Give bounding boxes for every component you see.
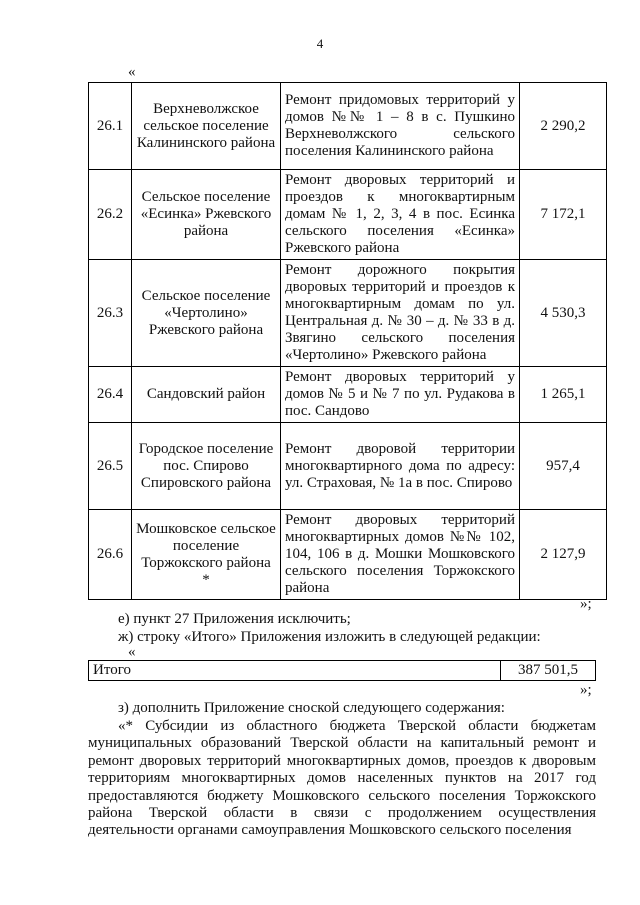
opening-quote: « xyxy=(128,644,136,660)
amount-cell: 2 127,9 xyxy=(520,510,607,600)
total-amount: 387 501,5 xyxy=(501,661,596,681)
table-row xyxy=(89,423,607,510)
description-cell: Ремонт дворовых территорий многоквартирных домов №№ 102, 104, 106 в д. Мошки Мошковского сельского поселения Торжокского района xyxy=(281,510,520,600)
total-label: Итого xyxy=(89,661,501,681)
total-row xyxy=(89,661,596,681)
row-number: 26.4 xyxy=(89,367,132,423)
total-table xyxy=(88,660,596,681)
amount-cell: 957,4 xyxy=(520,423,607,510)
page-number: 4 xyxy=(316,36,324,51)
closing-quote: »; xyxy=(580,682,592,698)
table-row xyxy=(89,260,607,367)
table-row xyxy=(89,367,607,423)
footnote-text xyxy=(88,718,596,840)
footnote-body: «* Субсидии из областного бюджета Тверской области бюджетам муниципальных образований Тверской области на капитальный ремонт и ремонт дворовых территорий многоквартирных домов, проездов к дворовым территориям многоквартирных домов населенных пунктов на 2017 год предоставляются бюджету Мошковского сельского поселения Торжокского района Тверской области в связи с продолжением осуществления деятельности органами самоуправления Мошковского сельского поселения xyxy=(88,718,596,839)
paragraph-item-zh: ж) строку «Итого» Приложения изложить в следующей редакции: xyxy=(118,629,541,645)
amount-cell: 2 290,2 xyxy=(520,83,607,170)
amount-cell: 1 265,1 xyxy=(520,367,607,423)
table-row xyxy=(89,170,607,260)
amount-cell: 4 530,3 xyxy=(520,260,607,367)
municipality-cell: Сельское поселение «Чертолино» Ржевского района xyxy=(132,260,281,367)
row-number: 26.5 xyxy=(89,423,132,510)
municipality-cell: Сельское поселение «Есинка» Ржевского района xyxy=(132,170,281,260)
description-cell: Ремонт дворовых территорий у домов № 5 и № 7 по ул. Рудакова в пос. Сандово xyxy=(281,367,520,423)
table-row xyxy=(89,83,607,170)
municipality-cell: Мошковское сельское поселение Торжокского района * xyxy=(132,510,281,600)
table-row xyxy=(89,510,607,600)
row-number: 26.1 xyxy=(89,83,132,170)
opening-quote: « xyxy=(128,64,136,80)
row-number: 26.3 xyxy=(89,260,132,367)
description-cell: Ремонт дорожного покрытия дворовых территорий и проездов к многоквартирным домам по ул. Центральная д. № 30 – д. № 33 в д. Звягино сельского поселения «Чертолино» Ржевского района xyxy=(281,260,520,367)
row-number: 26.2 xyxy=(89,170,132,260)
municipality-cell: Сандовский район xyxy=(132,367,281,423)
description-cell: Ремонт придомовых территорий у домов №№ 1 – 8 в с. Пушкино Верхневолжского сельского поселения Калининского района xyxy=(281,83,520,170)
row-number: 26.6 xyxy=(89,510,132,600)
description-cell: Ремонт дворовой территории многоквартирного дома по адресу: ул. Страховая, № 1а в пос. Спирово xyxy=(281,423,520,510)
subsidy-table xyxy=(88,82,607,600)
municipality-cell: Верхневолжское сельское поселение Калининского района xyxy=(132,83,281,170)
closing-quote: »; xyxy=(580,596,592,612)
description-cell: Ремонт дворовых территорий и проездов к многоквартирным домам № 1, 2, 3, 4 в пос. Есинка сельского поселения «Есинка» Ржевского района xyxy=(281,170,520,260)
paragraph-item-z: з) дополнить Приложение сноской следующего содержания: xyxy=(118,700,505,716)
municipality-cell: Городское поселение пос. Спирово Спировского района xyxy=(132,423,281,510)
amount-cell: 7 172,1 xyxy=(520,170,607,260)
paragraph-item-e: е) пункт 27 Приложения исключить; xyxy=(118,611,351,627)
